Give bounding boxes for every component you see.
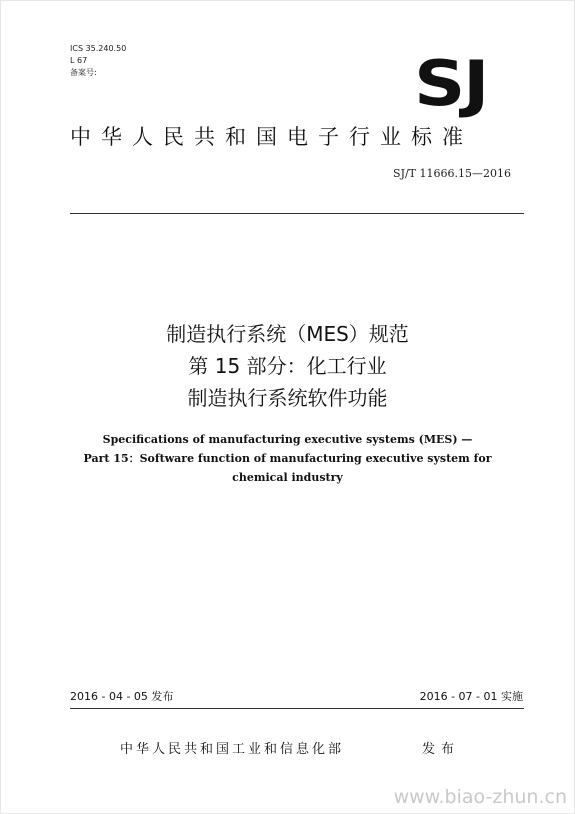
- bottom-divider: [70, 708, 524, 709]
- chinese-title-line-3: 制造执行系统软件功能: [187, 386, 388, 410]
- classification-block: [70, 43, 126, 79]
- english-title-line-1: Specifications of manufacturing executive systems (MES) —: [102, 433, 473, 446]
- english-title-line-3: chemical industry: [232, 471, 343, 484]
- publisher-name: 中华人民共和国工业和信息化部: [120, 742, 345, 757]
- watermark: www.biao-zhun.cn: [393, 786, 567, 808]
- chinese-title: [0, 318, 575, 414]
- ccs-code: L 67: [70, 56, 88, 65]
- standard-code: SJ/T 11666.15—2016: [393, 167, 511, 180]
- standard-category-title: 中华人民共和国电子行业标准: [70, 125, 473, 149]
- implementation-date: 2016 - 07 - 01 实施: [419, 690, 523, 703]
- ics-code: ICS 35.240.50: [70, 44, 127, 53]
- english-title-line-2: Part 15：Software function of manufacturing executive system for: [83, 452, 492, 465]
- sj-logo: SJ: [414, 47, 488, 120]
- chinese-title-line-1: 制造执行系统（MES）规范: [166, 322, 409, 346]
- issue-date: 2016 - 04 - 05 发布: [70, 690, 174, 703]
- top-divider: [70, 213, 524, 214]
- record-number: 备案号:: [70, 68, 97, 77]
- english-title: [0, 430, 575, 487]
- chinese-title-line-2: 第 15 部分：化工行业: [188, 354, 387, 378]
- publish-label: 发布: [422, 742, 461, 757]
